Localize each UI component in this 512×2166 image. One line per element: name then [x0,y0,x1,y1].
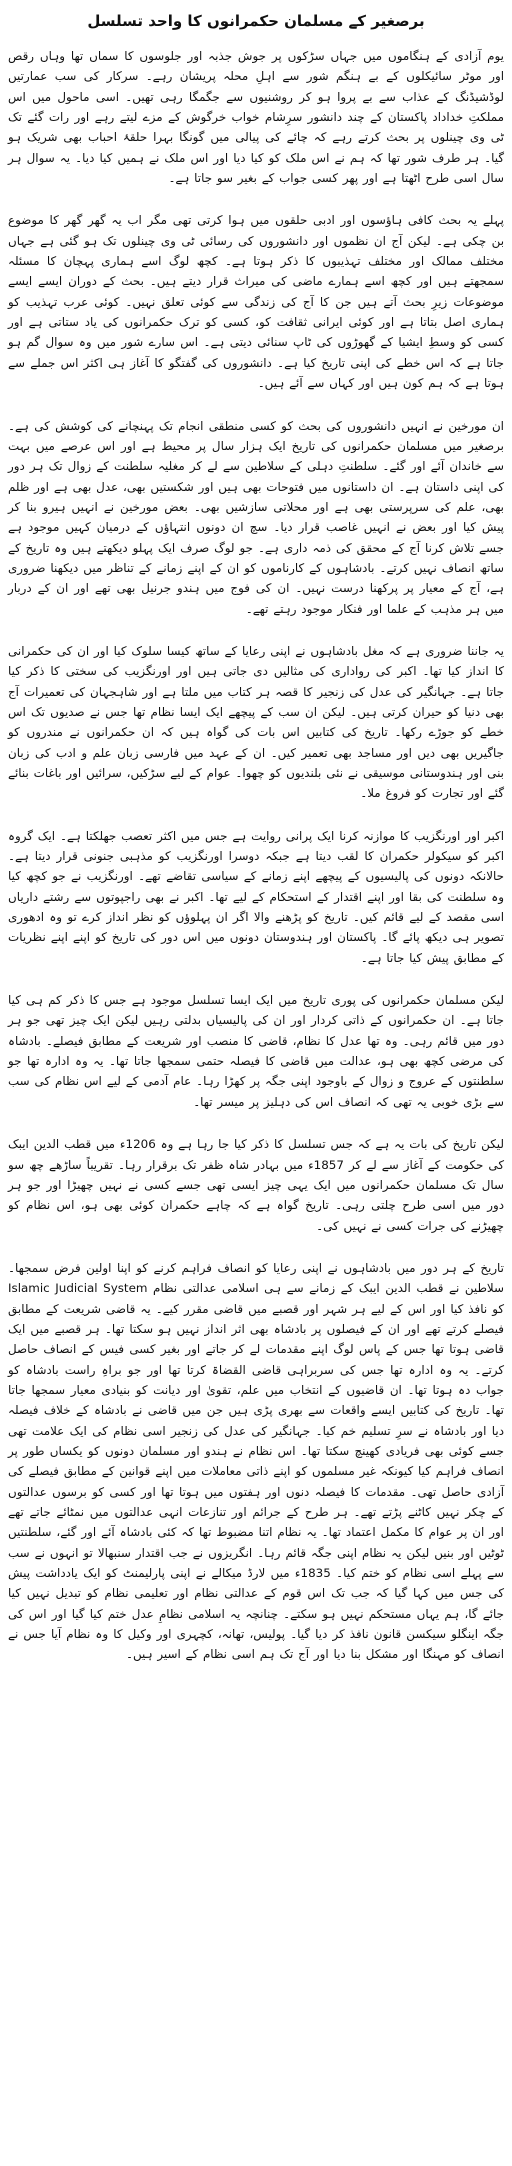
article-paragraph: ان مورخین نے انہیں دانشوروں کی بحث کو کسی منطقی انجام تک پہنچانے کی کوشش کی ہے۔ برصغیر میں مسلمان حکمرانوں کی تاریخ ایک ہزار سال پر محیط ہے اور اس عرصے میں بہت سے خاندان آئے اور گئے۔ سلطنتِ دہلی کے سلاطین سے لے کر مغلیہ سلطنت کے زوال تک ہر دور کی اپنی داستان ہے۔ ان داستانوں میں فتوحات بھی ہیں اور شکستیں بھی، عدل بھی ہے اور ظلم بھی، علم کی سرپرستی بھی ہے اور محلاتی سازشیں بھی۔ بعض مورخین نے انہیں ہیرو بنا کر پیش کیا اور بعض نے انہیں غاصب قرار دیا۔ سچ ان دونوں انتہاؤں کے درمیان کہیں موجود ہے جسے تلاش کرنا آج کے محقق کی ذمہ داری ہے۔ جو لوگ صرف ایک پہلو دیکھتے ہیں وہ تاریخ کے ساتھ انصاف نہیں کرتے۔ بادشاہوں کے کارناموں کو ان کے اپنے زمانے کے تناظر میں دیکھنا ضروری ہے، آج کے معیار پر پرکھنا درست نہیں۔ ان کی فوج میں ہندو جرنیل بھی تھے اور ان کے دربار میں ہر مذہب کے علما اور فنکار موجود رہتے تھے۔ [8,418,504,616]
article-paragraph: اکبر اور اورنگزیب کا موازنہ کرنا ایک پرانی روایت ہے جس میں اکثر تعصب جھلکتا ہے۔ ایک گروہ اکبر کو سیکولر حکمران کا لقب دیتا ہے جبکہ دوسرا اورنگزیب کو مذہبی جنونی قرار دیتا ہے۔ حالانکہ دونوں کی پالیسیوں کے پیچھے اپنے زمانے کے سیاسی تقاضے تھے۔ اورنگزیب نے جو کچھ کیا وہ سلطنت کی بقا اور اپنے اقتدار کے استحکام کے لیے تھا۔ اکبر نے بھی راجپوتوں سے رشتے داریاں اسی مقصد کے لیے قائم کیں۔ تاریخ کو پڑھنے والا اگر ان پہلوؤں کو نظر انداز کرے تو وہ ادھوری تصویر ہی دیکھ پائے گا۔ پاکستان اور ہندوستان دونوں میں اس دور کی تاریخ کو اپنے اپنے نظریات کے مطابق پیش کیا جاتا ہے۔ [8,828,504,965]
article-paragraph: یوم آزادی کے ہنگاموں میں جہاں سڑکوں پر جوش جذبہ اور جلوسوں کا سماں تھا وہاں رقص اور موٹر سائیکلوں کے بے ہنگم شور سے اہلِ محلہ پریشان رہے۔ سرکار کی سب عمارتیں لوڈشیڈنگ کے عذاب سے بے پروا ہو کر روشنیوں سے جگمگا رہی تھیں۔ اسی ماحول میں اس مملکتِ خداداد پاکستان کے چند دانشور سرِشام خواب خرگوش کے مزے لیتے رہے اور رات گئے تک ٹی وی چینلوں پر بحث کرتے رہے کہ چائے کی پیالی میں گونگا بہرا حلقۂ احباب بھی شریک ہو گیا۔ ہر طرف شور تھا کہ ہم نے اس ملک کو کیا دیا اور اس ملک نے ہمیں کیا دیا۔ یہ سوال ہر سال اسی طرح اٹھتا ہے اور پھر کسی جواب کے بغیر سو جاتا ہے۔ [8,49,504,186]
article-paragraph: یہ جاننا ضروری ہے کہ مغل بادشاہوں نے اپنی رعایا کے ساتھ کیسا سلوک کیا اور ان کی حکمرانی کا انداز کیا تھا۔ اکبر کی رواداری کی مثالیں دی جاتی ہیں اور اورنگزیب کی سختی کا ذکر کیا جاتا ہے۔ جہانگیر کی عدل کی زنجیر کا قصہ ہر کتاب میں ملتا ہے اور شاہجہان کی تعمیرات آج بھی دنیا کو حیران کرتی ہیں۔ لیکن ان سب کے پیچھے ایک ایسا نظام تھا جس نے صدیوں تک اس خطے کو جوڑے رکھا۔ تاریخ کی کتابیں اس بات کی گواہ ہیں کہ ان حکمرانوں نے مندروں کو جاگیریں بھی دیں اور مساجد بھی تعمیر کیں۔ ان کے عہد میں فارسی زبان علم و ادب کی زبان بنی اور ہندوستانی موسیقی نے نئی بلندیوں کو چھوا۔ عوام کے لیے سڑکیں، سرائیں اور باغات بنائے گئے اور تجارت کو فروغ ملا۔ [8,643,504,801]
article-paragraph: تاریخ کے ہر دور میں بادشاہوں نے اپنی رعایا کو انصاف فراہم کرنے کو اپنا اولین فرض سمجھا۔ سلاطین نے قطب الدین ایبک کے زمانے سے ہی اسلامی عدالتی نظام Islamic Judicial System کو نافذ کیا اور اس کے لیے ہر شہر اور قصبے میں قاضی مقرر کیے۔ یہ قاضی شریعت کے مطابق فیصلے کرتے تھے اور ان کے فیصلوں پر بادشاہ بھی اثر انداز نہیں ہو سکتا تھا۔ ہر قصبے میں ایک قاضی ہوتا تھا جس کے پاس لوگ اپنے مقدمات لے کر جاتے اور بغیر کسی فیس کے انصاف حاصل کرتے۔ یہ وہ ادارہ تھا جس کی سربراہی قاضی القضاۃ کرتا تھا اور جو براہِ راست بادشاہ کو جواب دہ ہوتا تھا۔ ان قاضیوں کے انتخاب میں علم، تقویٰ اور دیانت کو بنیادی معیار سمجھا جاتا تھا۔ تاریخ کی کتابیں ایسے واقعات سے بھری پڑی ہیں جن میں قاضی نے بادشاہ کے خلاف فیصلہ دیا اور بادشاہ نے سرِ تسلیم خم کیا۔ جہانگیر کی عدل کی زنجیر اسی نظام کی ایک علامت تھی جسے کوئی بھی فریادی کھینچ سکتا تھا۔ اس نظام نے ہندو اور مسلمان دونوں کو یکساں طور پر انصاف فراہم کیا کیونکہ غیر مسلموں کو اپنے ذاتی معاملات میں اپنے قوانین کے مطابق فیصلے کی آزادی حاصل تھی۔ مقدمات کا فیصلہ دنوں اور ہفتوں میں ہوتا تھا اور کسی کو برسوں عدالتوں کے چکر نہیں کاٹنے پڑتے تھے۔ ہر طرح کے جرائم اور تنازعات انہی عدالتوں میں نمٹائے جاتے تھے اور ان پر عوام کا مکمل اعتماد تھا۔ یہ نظام اتنا مضبوط تھا کہ کئی بادشاہ آئے اور گئے، سلطنتیں ٹوٹیں اور بنیں لیکن یہ نظام اپنی جگہ قائم رہا۔ انگریزوں نے جب اقتدار سنبھالا تو انہوں نے سب سے پہلے اسی نظام کو ختم کیا۔ 1835ء میں لارڈ میکالے نے اپنی پارلیمنٹ کو ایک یادداشت پیش کی جس میں کہا گیا کہ جب تک اس قوم کے عدالتی نظام اور تعلیمی نظام کو تبدیل نہیں کیا جائے گا، ہم یہاں مستحکم نہیں ہو سکتے۔ چنانچہ یہ اسلامی نظامِ عدل ختم کیا گیا اور اس کی جگہ اینگلو سیکسن قانون نافذ کر دیا گیا۔ پولیس، تھانہ، کچہری اور وکیل کا وہ نظام آیا جس نے انصاف کو مہنگا اور مشکل بنا دیا اور آج تک ہم اسی نظام کے اسیر ہیں۔ [8,1260,504,1662]
article-paragraph: لیکن تاریخ کی بات یہ ہے کہ جس تسلسل کا ذکر کیا جا رہا ہے وہ 1206ء میں قطب الدین ایبک کی حکومت کے آغاز سے لے کر 1857ء میں بہادر شاہ ظفر تک برقرار رہا۔ تقریباً ساڑھے چھ سو سال تک مسلمان حکمرانوں میں ایک یہی چیز ایسی تھی جسے کسی نے نہیں چھیڑا اور جو ہر دور میں اسی طرح چلتی رہی۔ تاریخ گواہ ہے کہ چاہے حکمران کوئی بھی ہو، اس نظام کو چھیڑنے کی جرات کسی نے نہیں کی۔ [8,1137,504,1233]
article-headline: برصغیر کے مسلمان حکمرانوں کا واحد تسلسل [87,12,425,30]
article-paragraph: پہلے یہ بحث کافی ہاؤسوں اور ادبی حلقوں میں ہوا کرتی تھی مگر اب یہ گھر گھر کا موضوع بن چکی ہے۔ لیکن آج ان نظموں اور دانشوروں کی رسائی ٹی وی چینلوں تک ہو گئی ہے جہاں مختلف ممالک اور مختلف تہذیبوں کا ذکر ہوتا ہے۔ کچھ لوگ اسے ہماری پہچان کا مسئلہ سمجھتے ہیں اور کچھ اسے ہمارے ماضی کی میراث قرار دیتے ہیں۔ بحث کے دوران ایسے ایسے موضوعات زیرِ بحث آتے ہیں جن کا آج کی زندگی سے کوئی تعلق نہیں۔ کوئی عرب تہذیب کو ہماری اصل بتاتا ہے اور کوئی ایرانی ثقافت کو، کسی کو ترک حکمرانوں کی یاد ستاتی ہے اور کسی کو وسطِ ایشیا کے گھوڑوں کی ٹاپ سنائی دیتی ہے۔ اس سارے شور میں وہ سوال گم ہو جاتا ہے کہ اس خطے کی اپنی تاریخ کیا ہے۔ دانشوروں کی گفتگو کا آغاز ہی اکثر اس جملے سے ہوتا ہے کہ ہم کون ہیں اور کہاں سے آئے ہیں۔ [8,213,504,391]
article-paragraph: لیکن مسلمان حکمرانوں کی پوری تاریخ میں ایک ایسا تسلسل موجود ہے جس کا ذکر کم ہی کیا جاتا ہے۔ ان حکمرانوں کے ذاتی کردار اور ان کی پالیسیاں بدلتی رہیں لیکن ایک چیز تھی جو ہر دور میں قائم رہی۔ وہ تھا عدل کا نظام، قاضی کا منصب اور شریعت کے مطابق فیصلے۔ بادشاہ کی مرضی کچھ بھی ہو، عدالت میں قاضی کا فیصلہ حتمی سمجھا جاتا تھا۔ یہ وہ ادارہ تھا جو سلطنتوں کے عروج و زوال کے باوجود اپنی جگہ پر کھڑا رہا۔ عام آدمی کے لیے اس نظام کی سب سے بڑی خوبی یہ تھی کہ انصاف اس کی دہلیز پر میسر تھا۔ [8,993,504,1109]
